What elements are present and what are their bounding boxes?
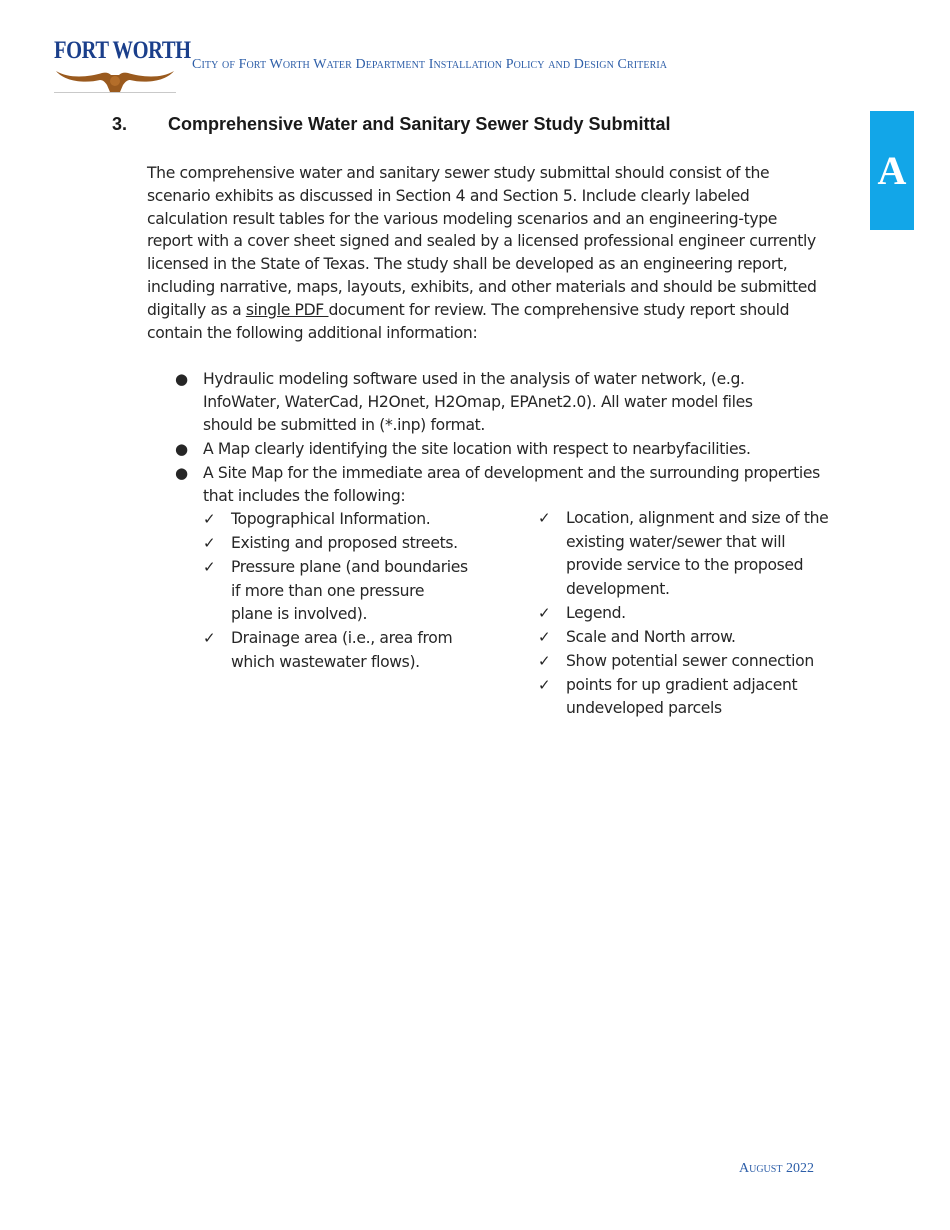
paragraph-line: licensed in the State of Texas. The study shall be developed as an engineering report, [147, 255, 788, 274]
checklist-line: Topographical Information. [231, 510, 431, 528]
checkmark-icon: ✓ [203, 558, 216, 576]
checkmark-icon: ✓ [538, 675, 551, 694]
longhorn-icon [54, 61, 176, 93]
bullet-line: should be submitted in (*.inp) format. [203, 415, 486, 434]
checkmark-icon: ✓ [538, 509, 551, 527]
checklist-item [538, 507, 838, 601]
section-number: 3. [112, 114, 128, 134]
bullet-line: that includes the following: [203, 486, 406, 505]
checklist-line: Drainage area (i.e., area from [231, 629, 453, 647]
checklist-right [538, 507, 838, 721]
checkmark-icon: ✓ [538, 627, 551, 646]
checklist-line: Show potential sewer connection [566, 651, 814, 670]
checklist-item [538, 626, 838, 650]
document-header-title: City of Fort Worth Water Department Installation Policy and Design Criteria [192, 57, 668, 72]
paragraph-line: The comprehensive water and sanitary sewer study submittal should consist of the [147, 164, 770, 182]
checklist-item [203, 508, 493, 532]
bullet-line: A Map clearly identifying the site location with respect to nearbyfacilities. [203, 439, 751, 458]
checkmark-icon: ✓ [538, 651, 551, 670]
checklist-line: plane is involved). [231, 605, 368, 623]
fort-worth-logo[interactable] [54, 37, 191, 93]
logo-divider [54, 92, 176, 93]
checklist-line: development. [566, 579, 670, 598]
checklist-line: points for up gradient adjacent [566, 675, 798, 694]
bullet-line: A Site Map for the immediate area of development and the surrounding properties [203, 464, 820, 483]
checklist-item [538, 650, 838, 674]
bullet-list [172, 368, 832, 509]
body-paragraph [147, 162, 819, 344]
paragraph-text: document for review. The comprehensive study report should [328, 300, 790, 319]
checklist-item [538, 602, 838, 626]
checklist-item [203, 627, 493, 674]
checkmark-icon: ✓ [203, 510, 216, 528]
checklist-line: Scale and North arrow. [566, 627, 736, 646]
checklist-line: existing water/sewer that will [566, 532, 786, 551]
paragraph-line: including narrative, maps, layouts, exhibits, and other materials and should be submitted [147, 277, 817, 296]
appendix-tab-letter: A [877, 148, 907, 193]
checklist-line: undeveloped parcels [566, 699, 722, 717]
checklist-line: if more than one pressure [231, 581, 425, 600]
bullet-icon: ● [175, 370, 188, 388]
paragraph-line: calculation result tables for the various modeling scenarios and an engineering-type [147, 209, 778, 228]
checklist-line: Pressure plane (and boundaries [231, 558, 468, 576]
single-pdf-link[interactable]: single PDF [245, 300, 329, 319]
checklist-item [203, 556, 493, 627]
checklist-line: which wastewater flows). [231, 652, 420, 671]
section-title: Comprehensive Water and Sanitary Sewer Study Submittal [168, 114, 671, 134]
checklist-line: Location, alignment and size of the [566, 509, 829, 527]
bullet-line: InfoWater, WaterCad, H2Onet, H2Omap, EPAnet2.0). All water model files [203, 392, 753, 411]
checkmark-icon: ✓ [538, 603, 551, 622]
checklist-item [538, 674, 838, 721]
footer-date: August 2022 [739, 1161, 814, 1176]
paragraph-line: contain the following additional information: [147, 323, 478, 342]
bullet-item [172, 438, 832, 461]
bullet-icon: ● [175, 464, 188, 483]
paragraph-text: digitally as a [147, 300, 246, 319]
bullet-item [172, 462, 832, 508]
bullet-item [172, 368, 832, 436]
bullet-line: Hydraulic modeling software used in the analysis of water network, (e.g. [203, 370, 745, 388]
appendix-tab [870, 111, 914, 230]
bullet-icon: ● [175, 439, 188, 458]
checklist-line: Existing and proposed streets. [231, 534, 458, 552]
checklist-line: provide service to the proposed [566, 556, 804, 574]
checklist-item [203, 532, 493, 556]
checklist-left [203, 508, 493, 675]
checkmark-icon: ✓ [203, 629, 216, 647]
checkmark-icon: ✓ [203, 534, 216, 552]
paragraph-line: scenario exhibits as discussed in Section 4 and Section 5. Include clearly labeled [147, 186, 750, 205]
paragraph-line [147, 299, 819, 322]
checklist-line: Legend. [566, 603, 626, 622]
paragraph-line: report with a cover sheet signed and sealed by a licensed professional engineer currently [147, 232, 816, 251]
logo-text: FORT WORTH [54, 37, 191, 64]
